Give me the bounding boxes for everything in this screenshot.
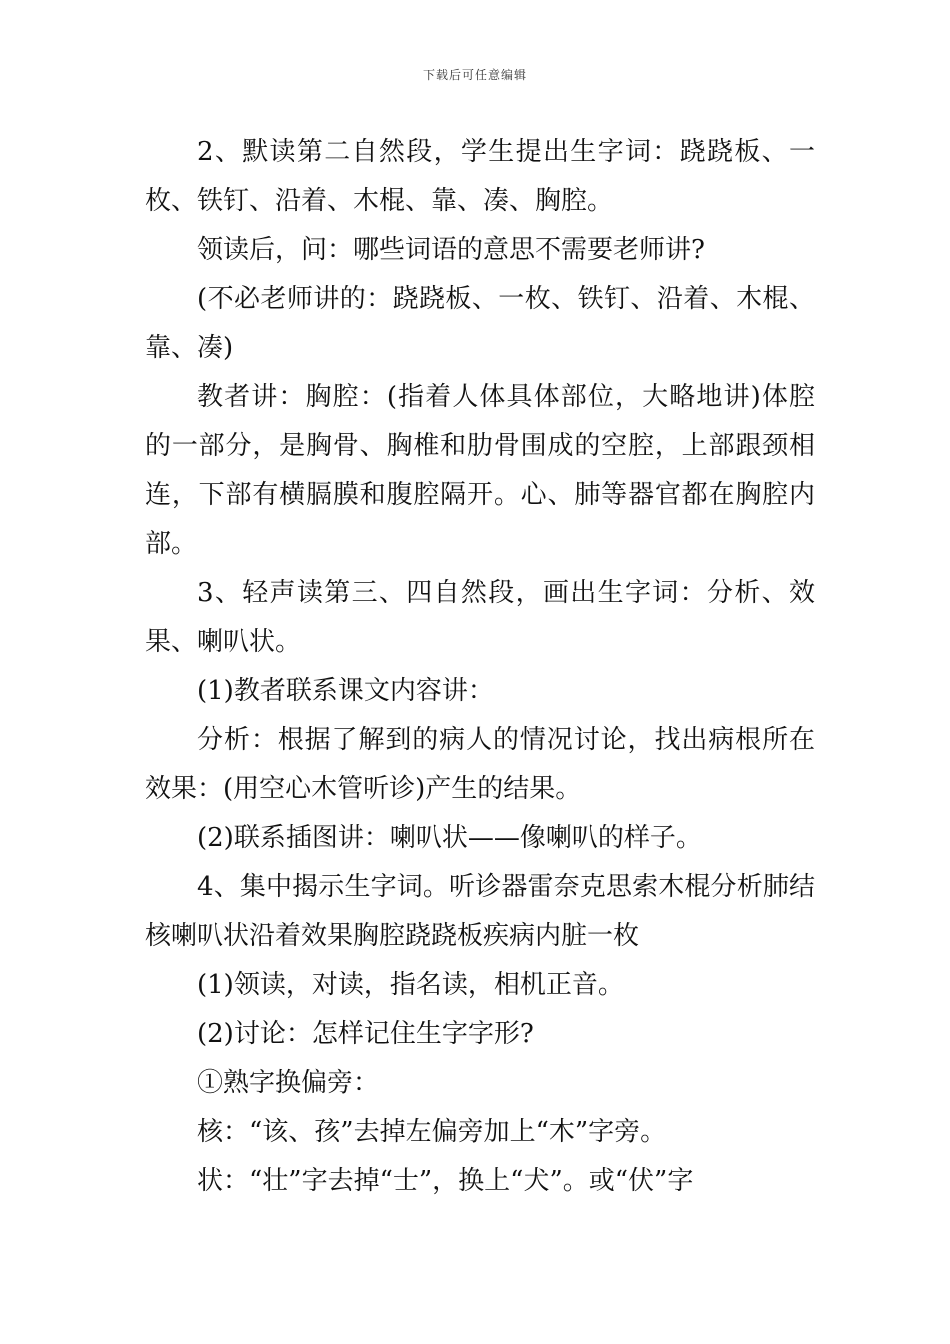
paragraph-step-2: 2、默读第二自然段，学生提出生字词：跷跷板、一枚、铁钉、沿着、木棍、靠、凑、胸腔。 (145, 137, 815, 216)
page-header: 下载后可任意编辑 (422, 68, 527, 82)
paragraph-step-3: 3、轻声读第三、四自然段，画出生字词：分析、效果、喇叭状。 (145, 578, 815, 657)
paragraph-step-4: 4、集中揭示生字词。听诊器雷奈克思索木棍分析肺结核喇叭状沿着效果胸腔跷跷板疾病内脏一枚 (145, 872, 815, 951)
paragraph-radical-swap: ①熟字换偏旁： (197, 1068, 380, 1098)
paragraph-analysis: 分析：根据了解到的病人的情况讨论，找出病根所在效果：(用空心木管听诊)产生的结果。 (145, 725, 815, 804)
document-body (145, 128, 815, 1206)
paragraph-lead-reading: 领读后，问：哪些词语的意思不需要老师讲? (197, 235, 705, 265)
paragraph-char-zhuang: 状：“壮”字去掉“士”，换上“犬”。或“伏”字 (197, 1166, 694, 1196)
paragraph-no-explain-words: (不必老师讲的：跷跷板、一枚、铁钉、沿着、木棍、靠、凑) (145, 284, 815, 363)
paragraph-step-3-2: (2)联系插图讲：喇叭状——像喇叭的样子。 (197, 823, 702, 853)
paragraph-char-he: 核：“该、孩”去掉左偏旁加上“木”字旁。 (197, 1117, 667, 1147)
paragraph-chest-cavity: 教者讲：胸腔：(指着人体具体部位，大略地讲)体腔的一部分，是胸骨、胸椎和肋骨围成的空腔，上部跟颈相连，下部有横膈膜和腹腔隔开。心、肺等器官都在胸腔内部。 (145, 382, 815, 559)
paragraph-step-4-1: (1)领读，对读，指名读，相机正音。 (197, 970, 624, 1000)
paragraph-step-4-2: (2)讨论：怎样记住生字字形? (197, 1019, 534, 1049)
paragraph-step-3-1: (1)教者联系课文内容讲： (197, 676, 494, 706)
